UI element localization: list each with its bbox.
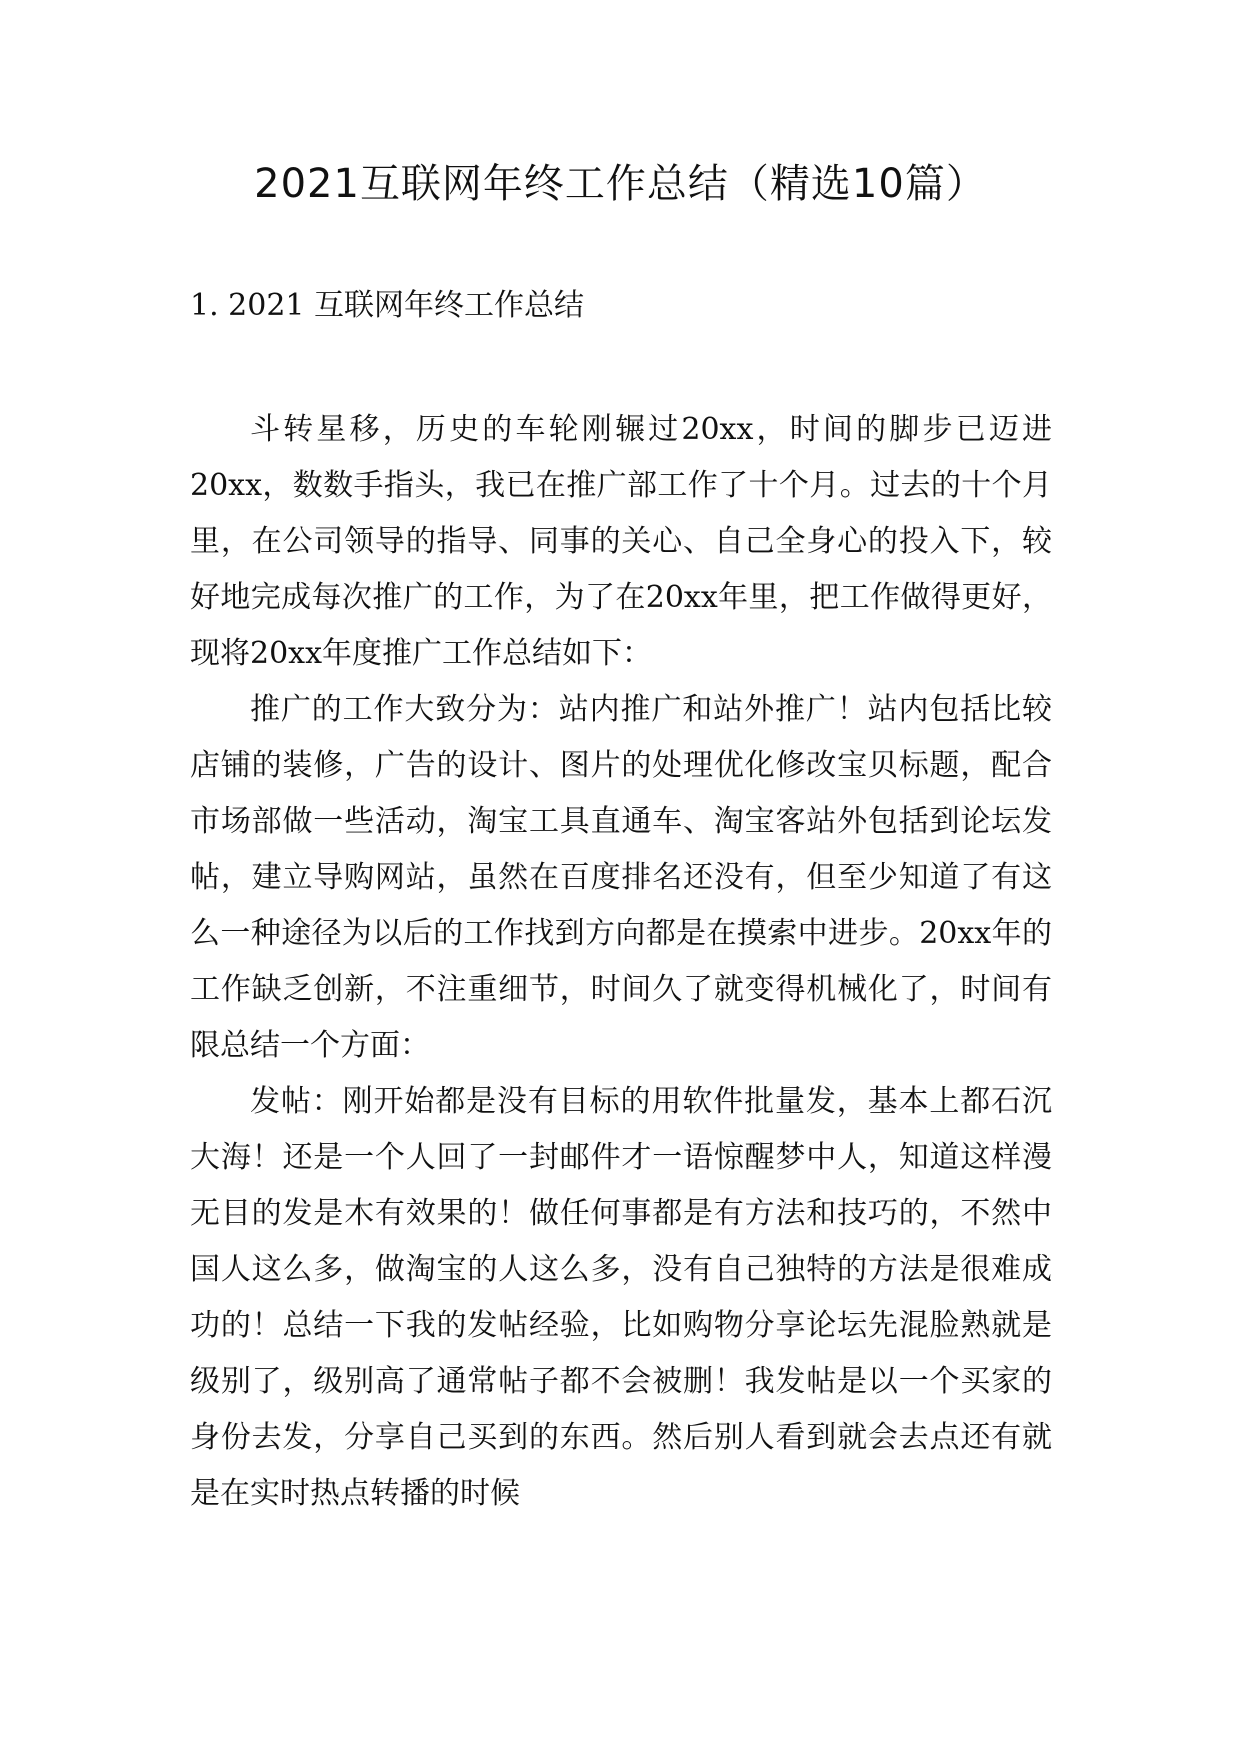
body-text	[190, 402, 1052, 1522]
paragraph-2: 推广的工作大致分为：站内推广和站外推广！站内包括比较店铺的装修，广告的设计、图片的处理优化修改宝贝标题，配合市场部做一些活动，淘宝工具直通车、淘宝客站外包括到论坛发帖，建立导购网站，虽然在百度排名还没有，但至少知道了有这么一种途径为以后的工作找到方向都是在摸索中进步。20xx年的工作缺乏创新，不注重细节，时间久了就变得机械化了，时间有限总结一个方面：	[190, 692, 1052, 1063]
paragraph-1: 斗转星移，历史的车轮刚辗过20xx，时间的脚步已迈进20xx，数数手指头，我已在推广部工作了十个月。过去的十个月里，在公司领导的指导、同事的关心、自己全身心的投入下，较好地完成每次推广的工作，为了在20xx年里，把工作做得更好，现将20xx年度推广工作总结如下：	[190, 412, 1052, 671]
section-heading: 1. 2021 互联网年终工作总结	[190, 288, 585, 323]
paragraph-3: 发帖：刚开始都是没有目标的用软件批量发，基本上都石沉大海！还是一个人回了一封邮件才一语惊醒梦中人，知道这样漫无目的发是木有效果的！做任何事都是有方法和技巧的，不然中国人这么多，做淘宝的人这么多，没有自己独特的方法是很难成功的！总结一下我的发帖经验，比如购物分享论坛先混脸熟就是级别了，级别高了通常帖子都不会被删！我发帖是以一个买家的身份去发，分享自己买到的东西。然后别人看到就会去点还有就是在实时热点转播的时候	[190, 1084, 1052, 1511]
document-title: 2021互联网年终工作总结（精选10篇）	[254, 161, 987, 207]
